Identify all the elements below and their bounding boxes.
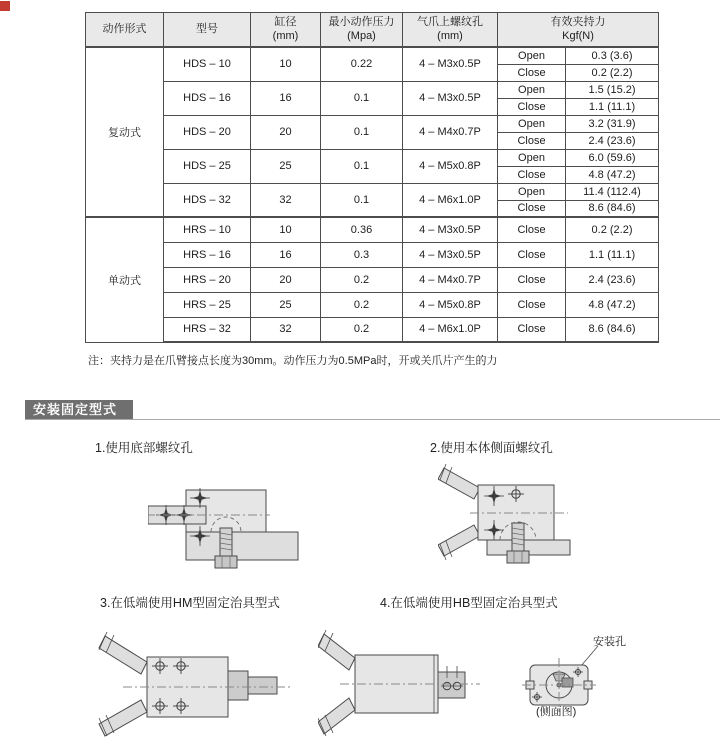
force-value-cell: 1.1 (11.1) [566, 242, 659, 267]
thread-cell: 4 – M4x0.7P [403, 267, 498, 292]
thread-cell: 4 – M6x1.0P [403, 183, 498, 217]
pressure-cell: 0.1 [321, 81, 403, 115]
col-header-0 [86, 13, 164, 48]
diagram-side-mount [438, 458, 623, 586]
spec-table-head [86, 13, 659, 48]
section-rule [25, 419, 720, 420]
spec-table-body [86, 47, 659, 342]
pressure-cell: 0.22 [321, 47, 403, 81]
figure-label-1: 1.使用底部螺纹孔 [95, 441, 193, 455]
force-value-cell: 11.4 (112.4) [566, 183, 659, 200]
bore-cell: 32 [251, 183, 321, 217]
spec-table [85, 12, 659, 343]
model-cell: HRS – 25 [164, 292, 251, 317]
col-header-2 [251, 13, 321, 48]
force-state-cell: Close [498, 217, 566, 242]
force-value-cell: 4.8 (47.2) [566, 166, 659, 183]
force-value-cell: 8.6 (84.6) [566, 317, 659, 342]
force-state-cell: Close [498, 166, 566, 183]
side-view-caption: (侧面图) [536, 706, 577, 718]
force-value-cell: 0.3 (3.6) [566, 47, 659, 64]
thread-cell: 4 – M3x0.5P [403, 217, 498, 242]
force-state-cell: Close [498, 98, 566, 115]
mounting-hole-callout: 安装孔 [593, 636, 626, 648]
model-cell: HDS – 16 [164, 81, 251, 115]
figure-label-4: 4.在低端使用HB型固定治具型式 [380, 596, 558, 610]
model-cell: HDS – 32 [164, 183, 251, 217]
force-value-cell: 6.0 (59.6) [566, 149, 659, 166]
thread-cell: 4 – M4x0.7P [403, 115, 498, 149]
force-state-cell: Open [498, 115, 566, 132]
force-value-cell: 1.5 (15.2) [566, 81, 659, 98]
col-header-line1: 动作形式 [102, 22, 147, 35]
col-header-4 [403, 13, 498, 48]
force-value-cell: 0.2 (2.2) [566, 217, 659, 242]
force-value-cell: 1.1 (11.1) [566, 98, 659, 115]
bore-cell: 25 [251, 292, 321, 317]
bore-cell: 10 [251, 47, 321, 81]
thread-cell: 4 – M5x0.8P [403, 292, 498, 317]
bore-cell: 25 [251, 149, 321, 183]
thread-cell: 4 – M3x0.5P [403, 47, 498, 81]
col-header-line2: (mm) [272, 29, 299, 42]
bore-cell: 10 [251, 217, 321, 242]
action-type-cell: 单动式 [86, 217, 164, 342]
force-state-cell: Close [498, 64, 566, 81]
force-value-cell: 0.2 (2.2) [566, 64, 659, 81]
force-value-cell: 2.4 (23.6) [566, 267, 659, 292]
force-value-cell: 8.6 (84.6) [566, 200, 659, 217]
model-cell: HRS – 20 [164, 267, 251, 292]
force-value-cell: 2.4 (23.6) [566, 132, 659, 149]
action-type-cell: 复动式 [86, 47, 164, 217]
thread-cell: 4 – M5x0.8P [403, 149, 498, 183]
diagram-hb-jig [318, 620, 508, 737]
pressure-cell: 0.1 [321, 115, 403, 149]
col-header-line1: 有效夹持力 [550, 15, 606, 28]
col-header-line2: (mm) [437, 29, 463, 42]
force-state-cell: Close [498, 242, 566, 267]
page-corner-marker [0, 1, 10, 11]
col-header-3 [321, 13, 403, 48]
bore-cell: 20 [251, 115, 321, 149]
model-cell: HRS – 16 [164, 242, 251, 267]
force-state-cell: Close [498, 317, 566, 342]
force-state-cell: Close [498, 292, 566, 317]
col-header-line1: 缸径 [274, 15, 297, 28]
force-value-cell: 4.8 (47.2) [566, 292, 659, 317]
pressure-cell: 0.3 [321, 242, 403, 267]
force-state-cell: Close [498, 132, 566, 149]
figure-label-3: 3.在低端使用HM型固定治具型式 [100, 596, 280, 610]
col-header-line1: 最小动作压力 [328, 15, 395, 28]
model-cell: HRS – 32 [164, 317, 251, 342]
model-cell: HRS – 10 [164, 217, 251, 242]
col-header-line1: 气爪上螺纹孔 [417, 15, 483, 28]
force-state-cell: Open [498, 81, 566, 98]
diagram-bottom-mount [148, 468, 323, 578]
bore-cell: 16 [251, 81, 321, 115]
bore-cell: 32 [251, 317, 321, 342]
bore-cell: 20 [251, 267, 321, 292]
model-cell: HDS – 25 [164, 149, 251, 183]
pressure-cell: 0.2 [321, 317, 403, 342]
force-state-cell: Open [498, 47, 566, 64]
thread-cell: 4 – M3x0.5P [403, 242, 498, 267]
model-cell: HDS – 10 [164, 47, 251, 81]
col-header-line1: 型号 [196, 22, 218, 35]
force-state-cell: Close [498, 200, 566, 217]
pressure-cell: 0.2 [321, 267, 403, 292]
table-footnote: 注：夹持力是在爪臂接点长度为30mm。动作压力为0.5MPa时，开或关爪片产生的力 [88, 355, 498, 367]
force-value-cell: 3.2 (31.9) [566, 115, 659, 132]
col-header-line2: Kgf(N) [562, 29, 594, 42]
col-header-line2: (Mpa) [347, 29, 376, 42]
spec-table-wrap [85, 12, 659, 343]
force-state-cell: Open [498, 149, 566, 166]
diagram-hm-jig [95, 620, 295, 737]
col-header-5 [498, 13, 659, 48]
section-title-mounting: 安装固定型式 [25, 400, 133, 420]
model-cell: HDS – 20 [164, 115, 251, 149]
force-state-cell: Open [498, 183, 566, 200]
col-header-1 [164, 13, 251, 48]
pressure-cell: 0.1 [321, 149, 403, 183]
bore-cell: 16 [251, 242, 321, 267]
force-state-cell: Close [498, 267, 566, 292]
figure-label-2: 2.使用本体侧面螺纹孔 [430, 441, 553, 455]
pressure-cell: 0.1 [321, 183, 403, 217]
pressure-cell: 0.2 [321, 292, 403, 317]
thread-cell: 4 – M6x1.0P [403, 317, 498, 342]
pressure-cell: 0.36 [321, 217, 403, 242]
thread-cell: 4 – M3x0.5P [403, 81, 498, 115]
